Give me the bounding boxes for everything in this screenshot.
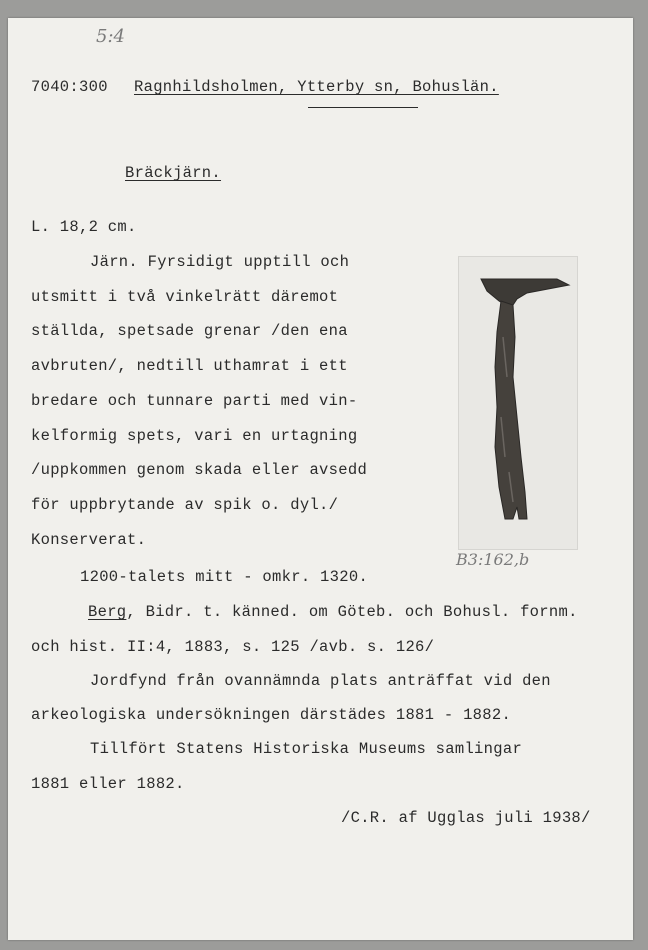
reference-line-1 xyxy=(88,603,578,621)
find-line-1: Jordfynd från ovannämnda plats anträffat vid den xyxy=(90,672,551,690)
find-location: Ragnhildsholmen, Ytterby sn, Bohuslän. xyxy=(134,78,499,96)
top-note: 5:4 xyxy=(96,26,125,47)
description-line-4: avbruten/, nedtill uthamrat i ett xyxy=(31,357,348,375)
signature: /C.R. af Ugglas juli 1938/ xyxy=(341,809,591,827)
object-title: Bräckjärn. xyxy=(125,164,222,182)
description-line-3: ställda, spetsade grenar /den ena xyxy=(31,322,348,340)
find-line-2: arkeologiska undersökningen därstädes 1881 - 1882. xyxy=(31,706,512,724)
description-line-7: /uppkommen genom skada eller avsedd xyxy=(31,461,368,479)
description-line-5: bredare och tunnare parti med vin- xyxy=(31,392,358,410)
location-underline-extra xyxy=(308,107,418,108)
accession-note-line-1: Tillfört Statens Historiska Museums samlingar xyxy=(90,740,523,758)
photo-reference: B3:162,b xyxy=(456,550,530,569)
object-length: L. 18,2 cm. xyxy=(31,218,137,236)
catalog-card xyxy=(8,18,633,940)
accession-number: 7040:300 xyxy=(31,78,108,96)
description-line-1: Järn. Fyrsidigt upptill och xyxy=(90,253,350,271)
reference-line-2: och hist. II:4, 1883, s. 125 /avb. s. 126/ xyxy=(31,638,435,656)
dating: 1200-talets mitt - omkr. 1320. xyxy=(80,568,369,586)
reference-author: Berg xyxy=(88,603,127,621)
object-photo xyxy=(458,256,578,550)
accession-note-line-2: 1881 eller 1882. xyxy=(31,775,185,793)
description-line-2: utsmitt i två vinkelrätt däremot xyxy=(31,288,339,306)
description-line-8: för uppbrytande av spik o. dyl./ xyxy=(31,496,339,514)
description-line-9: Konserverat. xyxy=(31,531,147,549)
reference-line-1-rest: , Bidr. t. känned. om Göteb. och Bohusl. fornm. xyxy=(126,603,578,621)
crowbar-image xyxy=(459,257,577,549)
description-line-6: kelformig spets, vari en urtagning xyxy=(31,427,358,445)
